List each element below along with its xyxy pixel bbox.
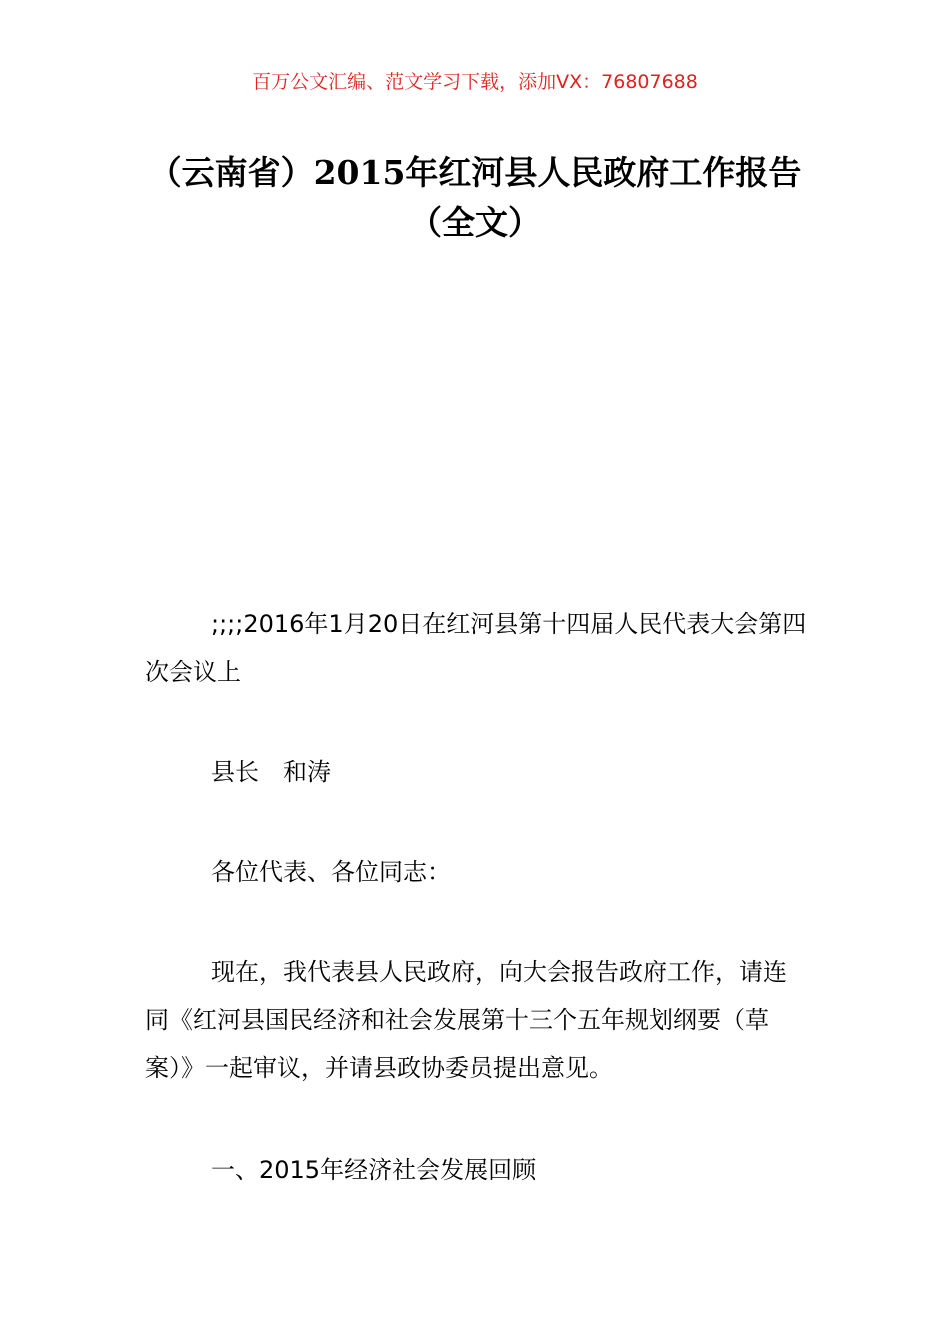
- section-heading: 一、2015年经济社会发展回顾: [211, 1156, 537, 1184]
- document-title: （云南省）2015年红河县人民政府工作报告（全文）: [148, 153, 802, 242]
- venue-paragraph: ;;;;2016年1月20日在红河县第十四届人民代表大会第四次会议上: [145, 610, 807, 686]
- speaker-paragraph: 县长 和涛: [211, 758, 331, 786]
- greeting-paragraph: 各位代表、各位同志：: [211, 858, 451, 886]
- intro-paragraph: 现在，我代表县人民政府，向大会报告政府工作，请连同《红河县国民经济和社会发展第十三个五年规划纲要（草案）》一起审议，并请县政协委员提出意见。: [145, 958, 787, 1082]
- header-note: 百万公文汇编、范文学习下载，添加VX：76807688: [252, 71, 698, 93]
